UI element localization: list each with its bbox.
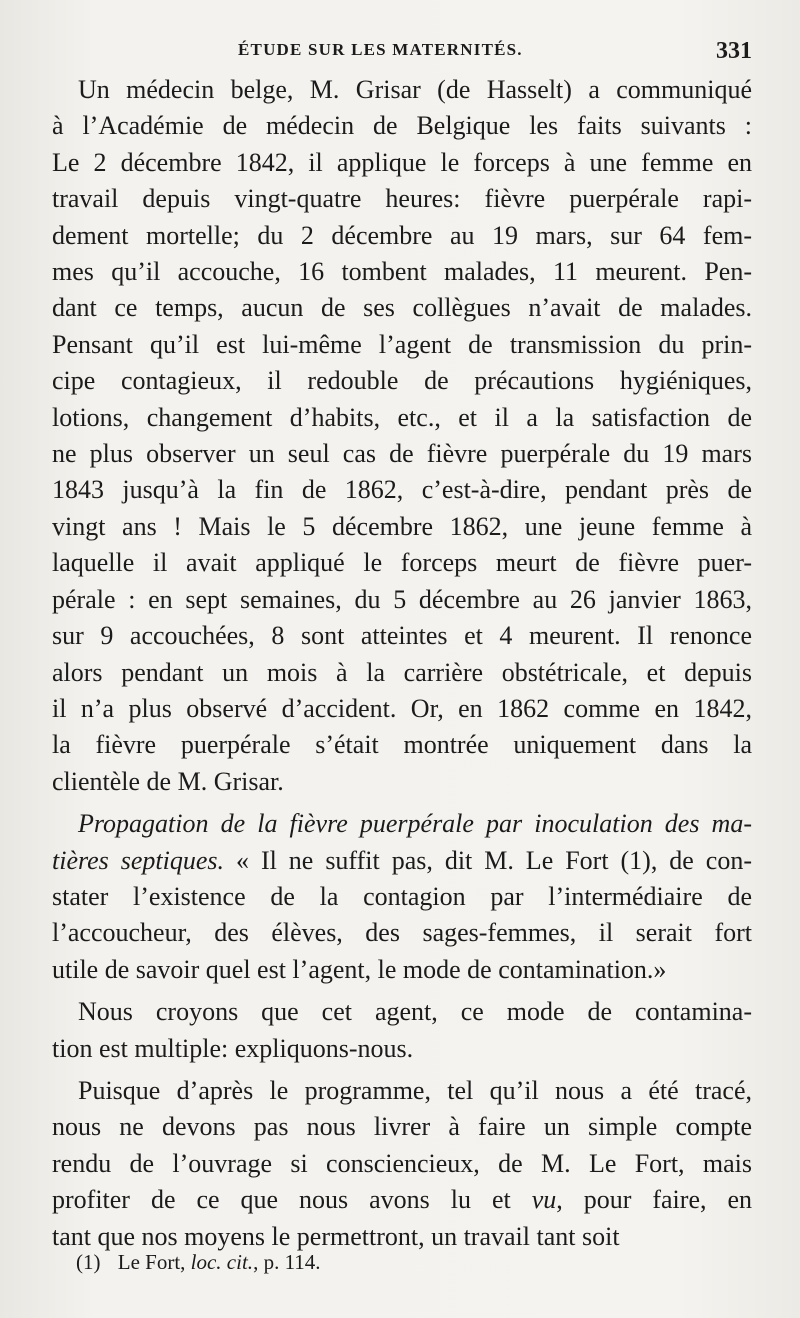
text-line: l’accoucheur, des élèves, des sages-femmes, il serait fort [52, 918, 752, 948]
text-line: Pensant qu’il est lui-même l’agent de transmission du prin- [52, 329, 752, 359]
text-line: dant ce temps, aucun de ses collègues n’avait de malades. [52, 293, 752, 323]
text-line: clientèle de M. Grisar. [52, 766, 284, 796]
text-line: Le 2 décembre 1842, il applique le forceps à une femme en [52, 147, 752, 177]
text-line: utile de savoir quel est l’agent, le mode de contamination.» [52, 954, 667, 984]
text-line: tières septiques. « Il ne suffit pas, dit M. Le Fort (1), de con- [52, 845, 752, 875]
italic-text: vu [531, 1185, 557, 1215]
text-line: travail depuis vingt-quatre heures: fièvre puerpérale rapi- [52, 184, 752, 214]
text-line: il n’a plus observé d’accident. Or, en 1862 comme en 1842, [52, 693, 752, 723]
italic-text: tières septiques. [52, 845, 225, 875]
text-line: Puisque d’après le programme, tel qu’il nous a été tracé, [78, 1075, 752, 1105]
text-line: 1843 jusqu’à la fin de 1862, c’est-à-dire, pendant près de [52, 475, 752, 505]
text-line: tant que nos moyens le permettront, un travail tant soit [52, 1221, 620, 1251]
paragraph [52, 994, 752, 1067]
footnote-italic-ref: loc. cit. [190, 1250, 254, 1274]
paragraph [52, 72, 752, 800]
text-line: pérale : en sept semaines, du 5 décembre au 26 janvier 1863, [52, 584, 752, 614]
page-header [52, 38, 752, 68]
text-line: la fièvre puerpérale s’était montrée uniquement dans la [52, 730, 752, 760]
italic-text: Propagation de la fièvre puerpérale par inoculation des ma- [78, 809, 752, 839]
text-line: laquelle il avait appliqué le forceps meurt de fièvre puer- [52, 548, 752, 578]
running-title: ÉTUDE SUR LES MATERNITÉS. [238, 40, 523, 59]
text-line: mes qu’il accouche, 16 tombent malades, 11 meurent. Pen- [52, 257, 752, 287]
text-line: tion est multiple: expliquons-nous. [52, 1033, 414, 1063]
text-line: Nous croyons que cet agent, ce mode de contamina- [78, 997, 752, 1027]
text-line: dement mortelle; du 2 décembre au 19 mars, sur 64 fem- [52, 220, 752, 250]
text-line: sur 9 accouchées, 8 sont atteintes et 4 meurent. Il renonce [52, 621, 752, 651]
text-line: à l’Académie de médecin de Belgique les faits suivants : [52, 111, 752, 141]
text-line: vingt ans ! Mais le 5 décembre 1862, une jeune femme à [52, 511, 752, 541]
text-line: nous ne devons pas nous livrer à faire un simple compte [52, 1112, 752, 1142]
footnote [76, 1250, 676, 1275]
text-line: alors pendant un mois à la carrière obstétricale, et depuis [52, 657, 752, 687]
text-line: profiter de ce que nous avons lu et vu, pour faire, en [52, 1185, 752, 1215]
text-line: lotions, changement d’habits, etc., et il a la satisfaction de [52, 402, 752, 432]
footnote-author: Le Fort, [117, 1250, 186, 1274]
footnote-page-ref: , p. 114. [253, 1250, 321, 1274]
text-line: Un médecin belge, M. Grisar (de Hasselt) a communiqué [78, 75, 752, 104]
text-line: stater l’existence de la contagion par l’intermédiaire de [52, 881, 752, 911]
text-line: rendu de l’ouvrage si consciencieux, de M. Le Fort, mais [52, 1148, 752, 1178]
paragraph [52, 806, 752, 988]
text-line: ne plus observer un seul cas de fièvre puerpérale du 19 mars [52, 439, 752, 469]
body-text [52, 72, 752, 1255]
footnote-number: (1) [76, 1250, 101, 1274]
page-number: 331 [716, 38, 752, 64]
text-line: cipe contagieux, il redouble de précautions hygiéniques, [52, 366, 752, 396]
text-line [52, 806, 752, 842]
paragraph [52, 1073, 752, 1255]
